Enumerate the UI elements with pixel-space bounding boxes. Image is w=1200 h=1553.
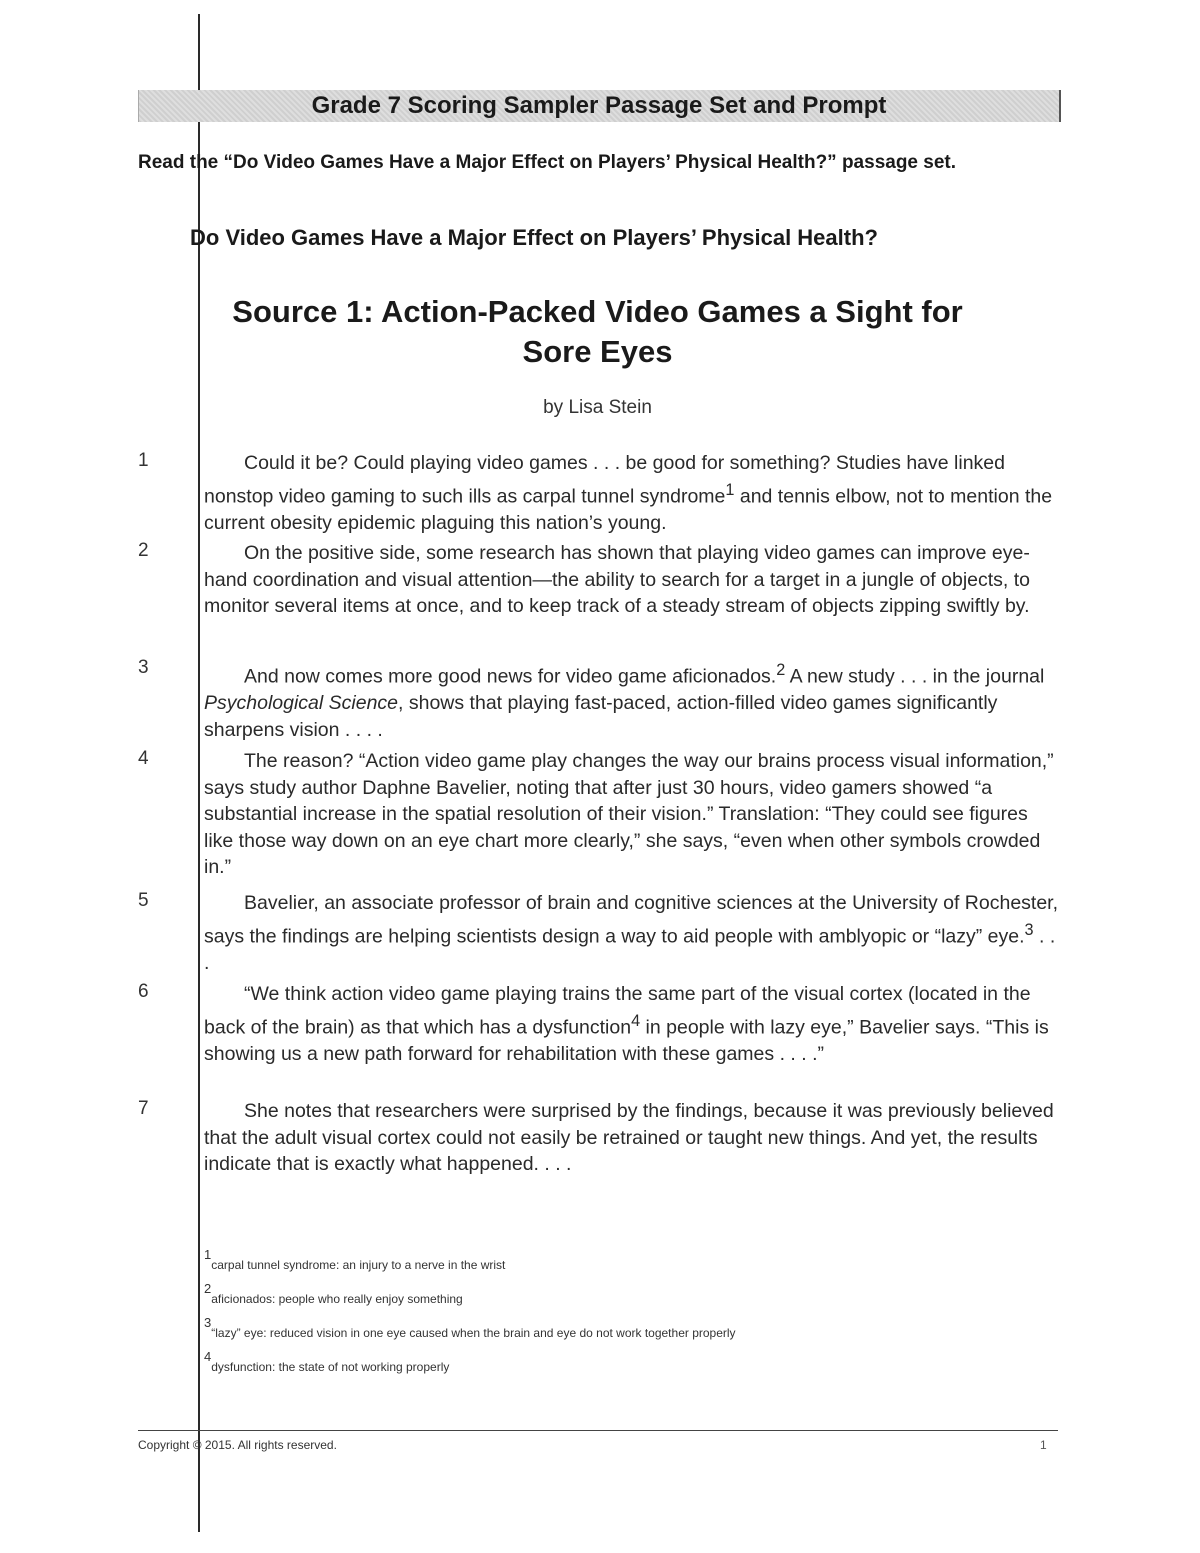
paragraph-text: “We think action video game playing trains the same part of the visual cortex (located in the back of the brain) as that which has a dysfunction$^4$ in people with lazy eye,” Bavelier says. “This is showing us a new path forward for rehabilitation with these games . . . .” bbox=[204, 983, 1049, 1065]
paragraph-text: The reason? “Action video game play changes the way our brains process visual information,” says study author Daphne Bavelier, noting that after just 30 hours, video gamers showed “a substantial increase in the spatial resolution of their vision.” Translation: “They could see figures like those way down on an eye chart more clearly,” she says, “even when other symbols crowded in.” bbox=[204, 750, 1054, 878]
header-title: Grade 7 Scoring Sampler Passage Set and Prompt bbox=[311, 92, 887, 119]
journal-title: Psychological Science bbox=[204, 692, 399, 714]
passage-heading: Do Video Games Have a Major Effect on Players’ Physical Health? bbox=[190, 225, 878, 250]
header-banner bbox=[138, 90, 1061, 122]
paragraph-text: Could it be? Could playing video games . . . be good for something? Studies have linked nonstop video gaming to such ills as carpal tunnel syndrome$^1$ and tennis elbow, not to mention the current obesity epidemic plaguing this nation’s young. bbox=[204, 452, 1053, 534]
footnote: $^2$aficionados: people who really enjoy something bbox=[204, 1281, 463, 1306]
intro-instruction: Read the “Do Video Games Have a Major Effect on Players’ Physical Health?” passage set. bbox=[138, 152, 957, 173]
footnote: $^1$carpal tunnel syndrome: an injury to a nerve in the wrist bbox=[204, 1247, 506, 1272]
source-title: Source 1: Action-Packed Video Games a Sight for Sore Eyes bbox=[232, 294, 963, 369]
footnote-ref: 3 bbox=[1024, 920, 1034, 939]
footnote: $^4$dysfunction: the state of not working properly bbox=[204, 1349, 450, 1374]
page-number: 1 bbox=[1040, 1438, 1047, 1452]
paragraph-text: Bavelier, an associate professor of brain and cognitive sciences at the University of Rochester, says the findings are helping scientists design a way to aid people with amblyopic or “lazy” eye.$^3$ . . . bbox=[204, 892, 1059, 974]
copyright-notice: Copyright © 2015. All rights reserved. bbox=[138, 1438, 337, 1452]
paragraph-number: 6 bbox=[138, 981, 149, 1002]
paragraph-text: She notes that researchers were surprised by the findings, because it was previously believed that the adult visual cortex could not easily be retrained or taught new things. And yet, the results indicate that is exactly what happened. . . . bbox=[204, 1100, 1054, 1175]
footnote-ref: 1 bbox=[725, 480, 735, 499]
paragraph-number: 4 bbox=[138, 748, 149, 769]
footer-divider bbox=[138, 1430, 1058, 1431]
paragraph-number: 1 bbox=[138, 450, 149, 471]
paragraph-number: 5 bbox=[138, 890, 149, 911]
paragraph-text: And now comes more good news for video game aficionados.$^2$ A new study . . . in the journal Psychological Science, shows that playing fast-paced, action-filled video games significantly sharpens vision . . . . bbox=[204, 661, 1045, 741]
paragraph-number: 2 bbox=[138, 540, 149, 561]
paragraph-number: 7 bbox=[138, 1098, 149, 1119]
footnote-ref: 4 bbox=[631, 1011, 641, 1030]
footnote: $^3$“lazy” eye: reduced vision in one eye caused when the brain and eye do not work together properly bbox=[204, 1315, 736, 1340]
paragraph-text: On the positive side, some research has shown that playing video games can improve eye-hand coordination and visual attention—the ability to search for a target in a jungle of objects, to monitor several items at once, and to keep track of a steady stream of objects zipping swiftly by. bbox=[204, 542, 1031, 617]
footnote-ref: 2 bbox=[776, 661, 786, 679]
byline: by Lisa Stein bbox=[543, 397, 652, 418]
paragraph-number: 3 bbox=[138, 657, 149, 678]
